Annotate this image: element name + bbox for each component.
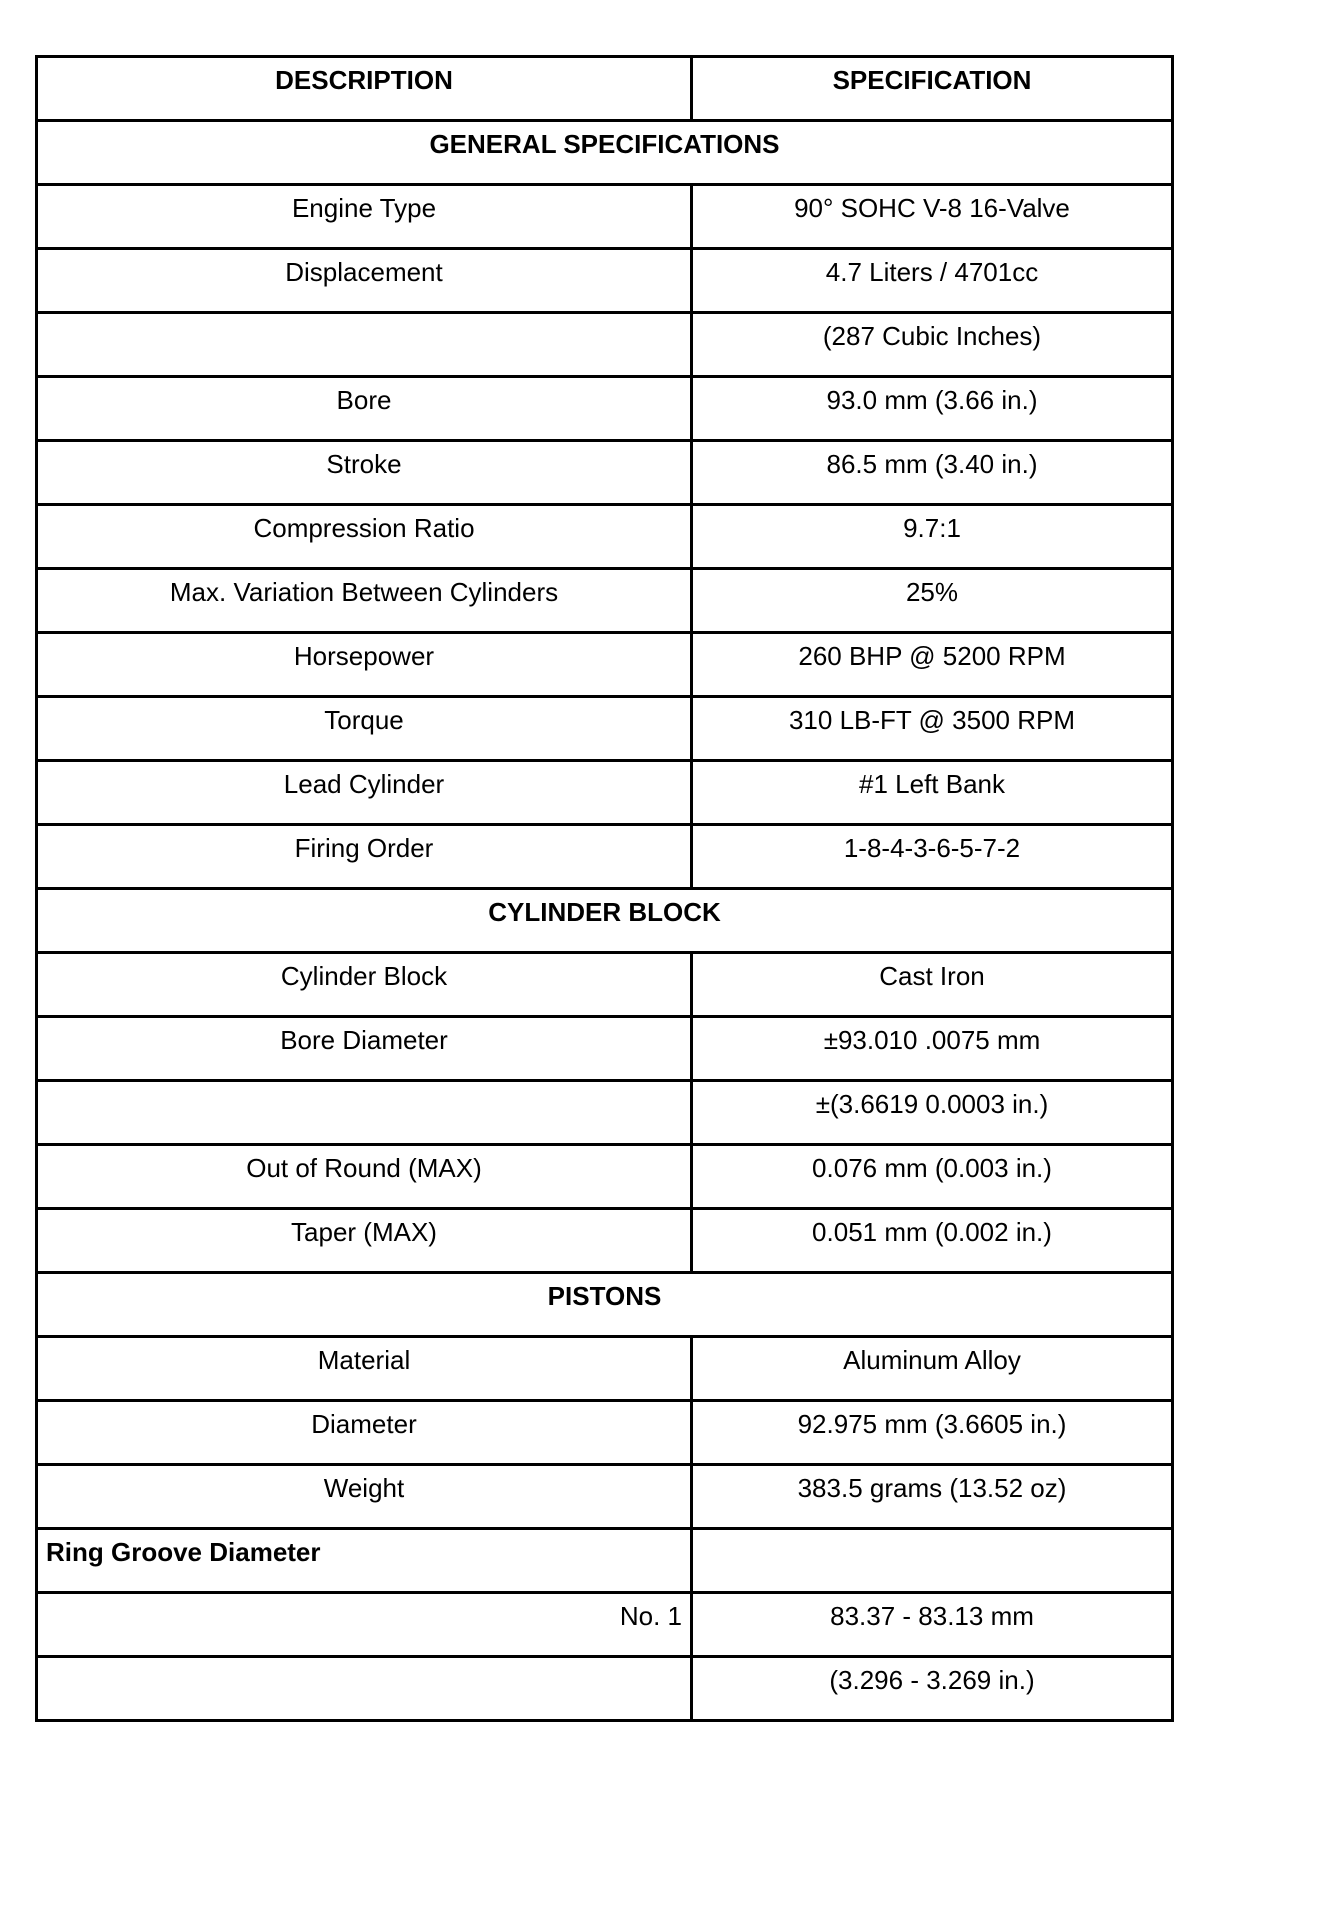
- description-cell: [37, 1081, 692, 1145]
- specification-cell: 1-8-4-3-6-5-7-2: [692, 825, 1173, 889]
- table-row: [37, 569, 1173, 633]
- specification-cell: 90° SOHC V-8 16-Valve: [692, 185, 1173, 249]
- table-row: [37, 697, 1173, 761]
- description-cell: Diameter: [37, 1401, 692, 1465]
- table-row: [37, 377, 1173, 441]
- table-row: [37, 953, 1173, 1017]
- specification-cell: [692, 1529, 1173, 1593]
- table-row: [37, 825, 1173, 889]
- description-cell: Bore Diameter: [37, 1017, 692, 1081]
- description-cell: [37, 1657, 692, 1721]
- description-cell: No. 1: [37, 1593, 692, 1657]
- table-row: [37, 1593, 1173, 1657]
- description-cell: Lead Cylinder: [37, 761, 692, 825]
- specification-column-header: SPECIFICATION: [692, 57, 1173, 121]
- specification-cell: 25%: [692, 569, 1173, 633]
- specification-cell: 4.7 Liters / 4701cc: [692, 249, 1173, 313]
- table-row: [37, 441, 1173, 505]
- section-title-cylinder-block: CYLINDER BLOCK: [37, 889, 1173, 953]
- specification-cell: 93.0 mm (3.66 in.): [692, 377, 1173, 441]
- description-cell: Displacement: [37, 249, 692, 313]
- description-cell: Compression Ratio: [37, 505, 692, 569]
- specification-cell: Aluminum Alloy: [692, 1337, 1173, 1401]
- table-row: [37, 1145, 1173, 1209]
- description-cell: Material: [37, 1337, 692, 1401]
- engine-spec-table: [35, 55, 1174, 1722]
- description-cell: Max. Variation Between Cylinders: [37, 569, 692, 633]
- description-cell: Torque: [37, 697, 692, 761]
- specification-cell: 9.7:1: [692, 505, 1173, 569]
- table-row: [37, 633, 1173, 697]
- description-cell: Bore: [37, 377, 692, 441]
- table-row: [37, 313, 1173, 377]
- specification-cell: 0.051 mm (0.002 in.): [692, 1209, 1173, 1273]
- specification-cell: (3.296 - 3.269 in.): [692, 1657, 1173, 1721]
- description-column-header: DESCRIPTION: [37, 57, 692, 121]
- specification-cell: 86.5 mm (3.40 in.): [692, 441, 1173, 505]
- table-row: [37, 1657, 1173, 1721]
- section-row-cylinder-block: [37, 889, 1173, 953]
- specification-cell: Cast Iron: [692, 953, 1173, 1017]
- description-cell: Weight: [37, 1465, 692, 1529]
- subheading-cell: Ring Groove Diameter: [37, 1529, 692, 1593]
- description-cell: [37, 313, 692, 377]
- description-cell: Engine Type: [37, 185, 692, 249]
- table-row: [37, 1465, 1173, 1529]
- specification-cell: ±(3.6619 0.0003 in.): [692, 1081, 1173, 1145]
- table-row: [37, 761, 1173, 825]
- section-title-general: GENERAL SPECIFICATIONS: [37, 121, 1173, 185]
- table-row: [37, 1529, 1173, 1593]
- description-cell: Horsepower: [37, 633, 692, 697]
- table-header-row: [37, 57, 1173, 121]
- section-row-general: [37, 121, 1173, 185]
- table-row: [37, 1209, 1173, 1273]
- description-cell: Firing Order: [37, 825, 692, 889]
- description-cell: Taper (MAX): [37, 1209, 692, 1273]
- table-row: [37, 1081, 1173, 1145]
- specification-cell: 0.076 mm (0.003 in.): [692, 1145, 1173, 1209]
- description-cell: Out of Round (MAX): [37, 1145, 692, 1209]
- description-cell: Stroke: [37, 441, 692, 505]
- table-row: [37, 1337, 1173, 1401]
- table-row: [37, 1017, 1173, 1081]
- table-row: [37, 185, 1173, 249]
- specification-cell: (287 Cubic Inches): [692, 313, 1173, 377]
- description-cell: Cylinder Block: [37, 953, 692, 1017]
- specification-cell: ±93.010 .0075 mm: [692, 1017, 1173, 1081]
- specification-cell: #1 Left Bank: [692, 761, 1173, 825]
- specification-cell: 260 BHP @ 5200 RPM: [692, 633, 1173, 697]
- specification-cell: 83.37 - 83.13 mm: [692, 1593, 1173, 1657]
- table-row: [37, 505, 1173, 569]
- table-row: [37, 1401, 1173, 1465]
- specification-cell: 383.5 grams (13.52 oz): [692, 1465, 1173, 1529]
- table-row: [37, 249, 1173, 313]
- section-title-pistons: PISTONS: [37, 1273, 1173, 1337]
- specification-cell: 92.975 mm (3.6605 in.): [692, 1401, 1173, 1465]
- specification-cell: 310 LB-FT @ 3500 RPM: [692, 697, 1173, 761]
- section-row-pistons: [37, 1273, 1173, 1337]
